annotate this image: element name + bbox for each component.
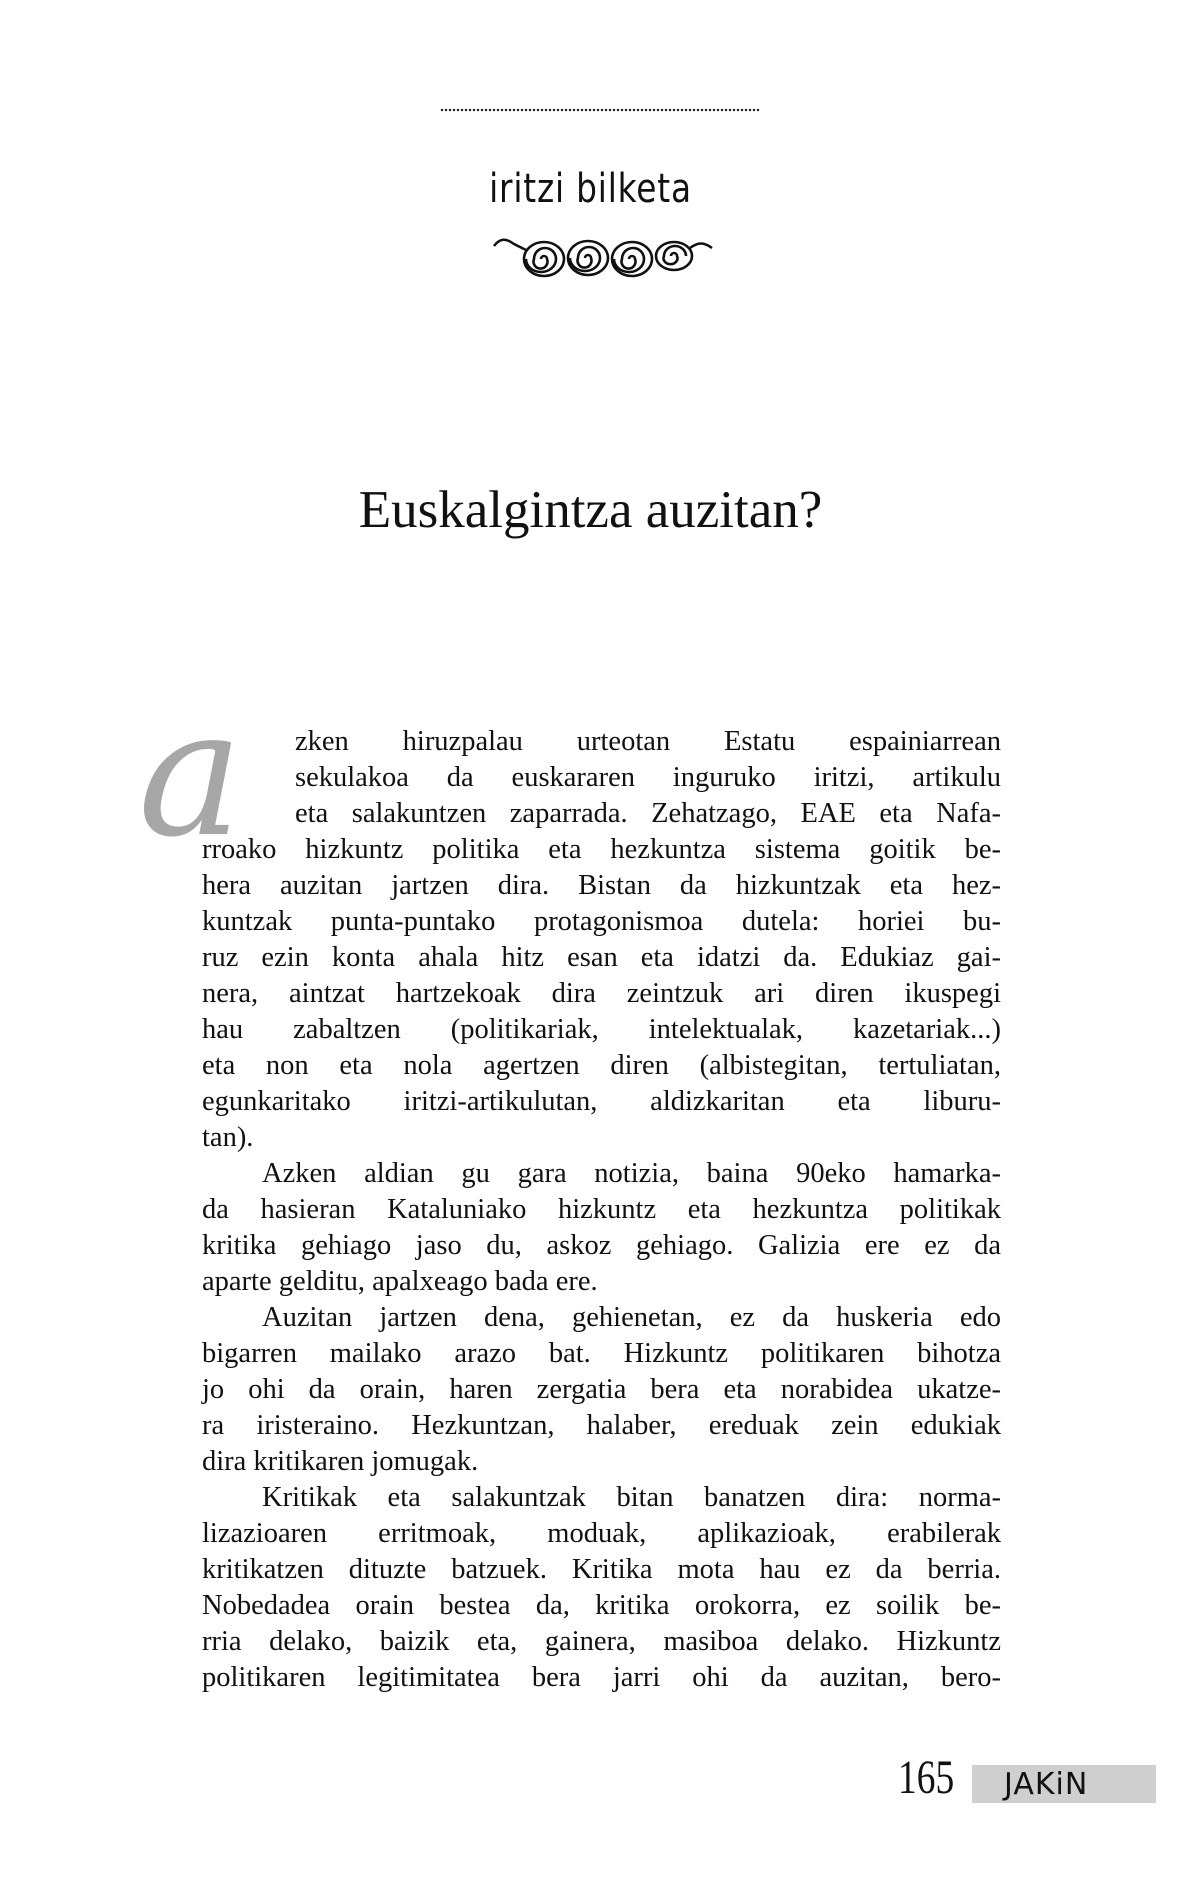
journal-name: JAKiN xyxy=(1004,1767,1089,1802)
dotted-rule xyxy=(440,108,760,116)
text-line: Nobedadea orain bestea da, kritika orokorra, ez soilik be- xyxy=(202,1590,1001,1621)
text-line: ruz ezin konta ahala hitz esan eta idatzi da. Edukiaz gai- xyxy=(202,942,1001,973)
spiral-ornament-icon xyxy=(492,232,714,282)
text-line: eta salakuntzen zaparrada. Zehatzago, EAE eta Nafa- xyxy=(295,798,1001,829)
text-line: aparte gelditu, apalxeago bada ere. xyxy=(202,1266,598,1297)
text-line: politikaren legitimitatea bera jarri ohi da auzitan, bero- xyxy=(202,1662,1001,1693)
text-line: hera auzitan jartzen dira. Bistan da hizkuntzak eta hez- xyxy=(202,870,1001,901)
text-line: Kritikak eta salakuntzak bitan banatzen dira: norma- xyxy=(262,1482,1001,1513)
text-line: rria delako, baizik eta, gainera, masiboa delako. Hizkuntz xyxy=(202,1626,1001,1657)
text-line: kritikatzen dituzte batzuek. Kritika mota hau ez da berria. xyxy=(202,1554,1001,1585)
text-line: lizazioaren erritmoak, moduak, aplikazioak, erabilerak xyxy=(202,1518,1001,1549)
text-line: kuntzak punta-puntako protagonismoa dutela: horiei bu- xyxy=(202,906,1001,937)
text-line: dira kritikaren jomugak. xyxy=(202,1446,479,1477)
text-line: tan). xyxy=(202,1122,254,1153)
article-title: Euskalgintza auzitan? xyxy=(358,481,823,539)
text-line: Auzitan jartzen dena, gehienetan, ez da huskeria edo xyxy=(262,1302,1001,1333)
text-line: hau zabaltzen (politikariak, intelektualak, kazetariak...) xyxy=(202,1014,1001,1045)
text-line: zken hiruzpalau urteotan Estatu espainiarrean xyxy=(295,726,1001,757)
text-line: eta non eta nola agertzen diren (albistegitan, tertuliatan, xyxy=(202,1050,1001,1081)
text-line: ra iristeraino. Hezkuntzan, halaber, ereduak zein edukiak xyxy=(202,1410,1001,1441)
page-number: 165 xyxy=(898,1751,955,1804)
drop-cap: a xyxy=(138,671,243,876)
text-line: nera, aintzat hartzekoak dira zeintzuk ari diren ikuspegi xyxy=(202,978,1001,1009)
text-line: da hasieran Kataluniako hizkuntz eta hezkuntza politikak xyxy=(202,1194,1001,1225)
text-line: kritika gehiago jaso du, askoz gehiago. Galizia ere ez da xyxy=(202,1230,1001,1261)
section-label: iritzi bilketa xyxy=(489,166,692,212)
text-line: rroako hizkuntz politika eta hezkuntza sistema goitik be- xyxy=(202,834,1001,865)
text-line: jo ohi da orain, haren zergatia bera eta norabidea ukatze- xyxy=(202,1374,1001,1405)
text-line: Azken aldian gu gara notizia, baina 90eko hamarka- xyxy=(262,1158,1001,1189)
text-line: egunkaritako iritzi-artikulutan, aldizkaritan eta liburu- xyxy=(202,1086,1001,1117)
text-line: bigarren mailako arazo bat. Hizkuntz politikaren bihotza xyxy=(202,1338,1001,1369)
text-line: sekulakoa da euskararen inguruko iritzi, artikulu xyxy=(295,762,1001,793)
